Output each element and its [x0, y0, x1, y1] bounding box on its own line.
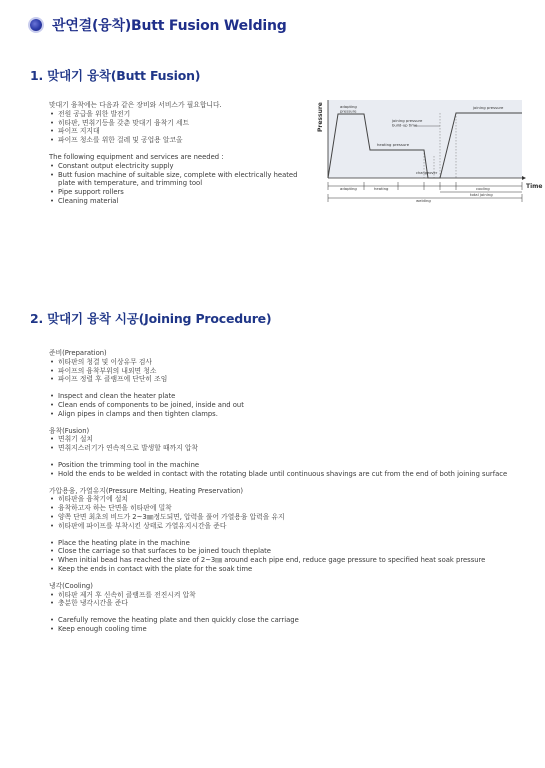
- list-item: • 히타판의 청결 및 이상유무 검사: [49, 358, 519, 367]
- list-item: • Close the carriage so that surfaces to be joined touch theplate: [49, 547, 519, 556]
- list-item: • Constant output electricity supply: [49, 162, 304, 171]
- heating-pressure-label: heating pressure: [377, 142, 410, 147]
- list-item: • Align pipes in clamps and then tighten clamps.: [49, 410, 519, 419]
- fusion-en-list: [49, 461, 519, 479]
- total-joining-label: total joining: [470, 192, 493, 197]
- items-ko-list: [49, 110, 304, 145]
- list-item: • 충분한 냉각시간을 준다: [49, 599, 519, 608]
- section2-title: 2. 맞대기 융착 시공(Joining Procedure): [30, 311, 272, 326]
- list-item: • 양쪽 단면 최초의 비드가 2~3㎜정도되면, 압력을 풀어 가열용융 압력을 유지: [49, 513, 519, 522]
- cool-ko-list: [49, 591, 519, 609]
- list-item: • When initial bead has reached the size of 2~3㎜ around each pipe end, reduce gage pressure to specified heat soak pressure: [49, 556, 519, 565]
- list-item: • Butt fusion machine of suitable size, complete with electrically heated plate with temperature, and trimming tool: [49, 171, 304, 189]
- prep-en-list: [49, 392, 519, 418]
- prep-ko-list: [49, 358, 519, 384]
- list-item: • 파이프 지지대: [49, 127, 304, 136]
- heat-en-list: [49, 539, 519, 574]
- welding-label: welding: [416, 198, 431, 203]
- list-item: • 히타판 제거 후 신속히 클램프를 전진시켜 압착: [49, 591, 519, 600]
- list-item: • 파이프의 융착부위의 내외면 청소: [49, 367, 519, 376]
- build-up-label: joining pressure build-up time: [392, 118, 423, 128]
- list-item: • 면취지스러기가 연속적으로 발생할 때까지 압착: [49, 444, 519, 453]
- list-item: • 히타판에 파이프를 부착시킨 상태로 가열유지시간을 준다: [49, 522, 519, 531]
- list-item: • 파이프 정렬 후 클램프에 단단히 조임: [49, 375, 519, 384]
- changeover-label: changeover: [416, 171, 438, 175]
- heat-ko-list: [49, 495, 519, 530]
- list-item: • Cleaning material: [49, 197, 304, 206]
- heating-label: heating: [374, 186, 389, 191]
- cool-heading: 냉각(Cooling): [49, 581, 93, 590]
- list-item: • 전원 공급을 위한 발전기: [49, 110, 304, 119]
- list-item: • Keep the ends in contact with the plate for the soak time: [49, 565, 519, 574]
- list-item: • Pipe support rollers: [49, 188, 304, 197]
- adapting-pressure-label: adapting pressure: [340, 104, 357, 114]
- page-title: [30, 15, 287, 35]
- procedure-text: [49, 349, 519, 634]
- fusion-ko-list: [49, 435, 519, 453]
- diagram-background: [328, 100, 522, 178]
- intro-en: The following equipment and services are needed :: [49, 152, 224, 161]
- x-axis-label: Time: [526, 183, 543, 190]
- y-axis-label: Pressure: [317, 102, 324, 132]
- list-item: • 융착하고자 하는 단면을 히타판에 밀착: [49, 504, 519, 513]
- prep-heading: 준비(Preparation): [49, 349, 107, 357]
- heat-heading: 가압용융, 가열유지(Pressure Melting, Heating Preservation): [49, 486, 244, 495]
- list-item: • Inspect and clean the heater plate: [49, 392, 519, 401]
- list-item: • 면취기 설치: [49, 435, 519, 444]
- intro-ko: 맞대기 융착에는 다음과 같은 장비와 서비스가 필요합니다.: [49, 101, 222, 109]
- list-item: • Clean ends of components to be joined, inside and out: [49, 401, 519, 410]
- adapting-label: adapting: [340, 186, 357, 191]
- list-item: • Place the heating plate in the machine: [49, 539, 519, 548]
- list-item: • 히타판을 융착기에 설치: [49, 495, 519, 504]
- items-en-list: [49, 162, 304, 206]
- section1-title: 1. 맞대기 융착(Butt Fusion): [30, 68, 201, 83]
- butt-fusion-pressure-diagram: [316, 96, 543, 214]
- equipment-text: [49, 101, 304, 206]
- list-item: • 히타판, 면취기등을 갖춘 맞대기 융착기 세트: [49, 119, 304, 128]
- list-item: • Position the trimming tool in the machine: [49, 461, 519, 470]
- title-bullet-icon: [30, 19, 42, 31]
- x-axis-arrow-icon: [522, 176, 526, 180]
- fusion-heading: 융착(Fusion): [49, 426, 90, 435]
- joining-pressure-label: joining pressure: [473, 105, 504, 110]
- list-item: • Carefully remove the heating plate and then quickly close the carriage: [49, 616, 519, 625]
- page-title-text: 관연결(융착)Butt Fusion Welding: [52, 18, 287, 34]
- list-item: • 파이프 청소를 위한 걸레 및 공업용 알코올: [49, 136, 304, 145]
- list-item: • Hold the ends to be welded in contact with the rotating blade until continuous shavings are cut from the end of both joining surface: [49, 470, 519, 479]
- list-item: • Keep enough cooling time: [49, 625, 519, 634]
- cooling-label: cooling: [476, 186, 490, 191]
- cool-en-list: [49, 616, 519, 634]
